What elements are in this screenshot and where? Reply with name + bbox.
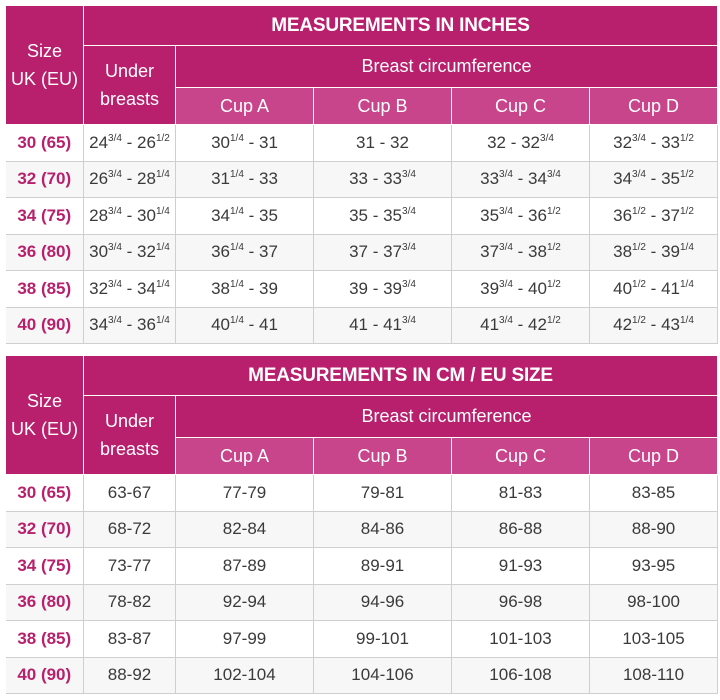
cup-cell: 102-104 <box>176 657 314 694</box>
table-title: MEASUREMENTS IN CM / EU SIZE <box>84 356 718 396</box>
cup-cell <box>176 234 314 271</box>
fraction-range <box>613 279 694 298</box>
size-cell: 40 (90) <box>6 307 84 344</box>
fraction-range <box>613 315 694 334</box>
fraction-range <box>613 242 694 261</box>
cup-a-header: Cup A <box>176 438 314 475</box>
fraction-superscript: 3/4 <box>402 278 416 290</box>
fraction-superscript: 1/2 <box>679 132 694 144</box>
range-separator: - <box>512 278 529 298</box>
fraction-superscript: 1/2 <box>632 205 646 217</box>
under-breasts-cell: 73-77 <box>84 548 176 585</box>
fraction-range <box>211 242 278 261</box>
range-separator: - <box>505 132 522 152</box>
whole-number: 24 <box>89 132 109 152</box>
whole-number: 40 <box>528 278 547 298</box>
range-separator: - <box>121 132 138 152</box>
whole-number: 39 <box>349 278 368 298</box>
whole-number: 26 <box>89 169 109 189</box>
range-separator: - <box>243 315 259 335</box>
fraction-range <box>89 133 170 152</box>
whole-number: 28 <box>89 205 109 225</box>
whole-number: 33 <box>349 169 368 189</box>
fraction-range <box>89 169 170 188</box>
fraction-range <box>349 242 416 261</box>
size-cell: 30 (65) <box>6 475 84 512</box>
whole-number: 37 <box>480 242 500 262</box>
cup-cell <box>590 125 718 162</box>
table-row <box>6 511 718 548</box>
cup-cell: 94-96 <box>314 584 452 621</box>
table-row <box>6 621 718 658</box>
fraction-range <box>211 279 278 298</box>
breast-circumference-header: Breast circumference <box>176 46 718 88</box>
whole-number: 30 <box>137 205 156 225</box>
cup-cell: 79-81 <box>314 475 452 512</box>
table-row <box>6 307 718 344</box>
range-separator: - <box>367 315 384 335</box>
range-separator: - <box>367 278 384 298</box>
fraction-superscript: 1/4 <box>155 315 170 327</box>
cup-cell <box>590 161 718 198</box>
whole-number: 40 <box>211 315 230 335</box>
whole-number: 41 <box>661 278 680 298</box>
fraction-superscript: 1/4 <box>155 205 170 217</box>
whole-number: 32 <box>89 278 109 298</box>
range-separator: - <box>243 132 259 152</box>
range-separator: - <box>121 205 138 225</box>
fraction-superscript: 3/4 <box>402 169 416 181</box>
fraction-superscript: 1/4 <box>155 278 170 290</box>
table-title: MEASUREMENTS IN INCHES <box>84 6 718 46</box>
fraction-range <box>349 169 416 188</box>
whole-number: 32 <box>521 132 541 152</box>
cm-table-body <box>6 475 718 694</box>
fraction-superscript: 1/2 <box>546 242 561 254</box>
range-separator: - <box>367 242 384 262</box>
cup-cell <box>452 125 590 162</box>
fraction-superscript: 3/4 <box>499 315 513 327</box>
cup-cell: 89-91 <box>314 548 452 585</box>
fraction-superscript: 3/4 <box>499 205 513 217</box>
under-breasts-cell: 63-67 <box>84 475 176 512</box>
whole-number: 34 <box>528 169 547 189</box>
whole-number: 31 <box>356 132 375 152</box>
table-row <box>6 198 718 235</box>
under-breasts-cell <box>84 125 176 162</box>
cup-a-header: Cup A <box>176 88 314 125</box>
range-separator: - <box>243 242 259 262</box>
fraction-superscript: 3/4 <box>108 132 122 144</box>
fraction-range <box>349 279 416 298</box>
cup-cell <box>176 198 314 235</box>
table-row <box>6 161 718 198</box>
fraction-range <box>349 206 416 225</box>
table-row <box>6 657 718 694</box>
fraction-range <box>480 279 561 298</box>
cup-cell: 88-90 <box>590 511 718 548</box>
fraction-range <box>89 315 170 334</box>
range-separator: - <box>121 315 138 335</box>
fraction-superscript: 1/2 <box>546 278 561 290</box>
cup-cell <box>314 161 452 198</box>
whole-number: 36 <box>137 315 156 335</box>
under-header-line-2: breasts <box>99 439 160 459</box>
cup-cell: 108-110 <box>590 657 718 694</box>
under-breasts-cell: 68-72 <box>84 511 176 548</box>
range-separator: - <box>243 278 259 298</box>
cup-cell: 103-105 <box>590 621 718 658</box>
cup-d-header: Cup D <box>590 438 718 475</box>
fraction-superscript: 1/4 <box>679 242 694 254</box>
size-header <box>6 356 84 475</box>
fraction-range <box>480 206 561 225</box>
whole-number: 43 <box>661 315 680 335</box>
cup-cell: 83-85 <box>590 475 718 512</box>
inches-table-body <box>6 125 718 344</box>
under-breasts-cell <box>84 307 176 344</box>
fraction-superscript: 1/2 <box>155 132 170 144</box>
size-header-line-1: Size <box>26 41 62 61</box>
inches-size-table <box>5 5 718 344</box>
cup-cell: 92-94 <box>176 584 314 621</box>
cup-cell: 77-79 <box>176 475 314 512</box>
fraction-superscript: 1/4 <box>229 169 244 181</box>
fraction-superscript: 1/4 <box>155 169 170 181</box>
fraction-superscript: 3/4 <box>632 169 646 181</box>
fraction-superscript: 3/4 <box>632 132 646 144</box>
fraction-superscript: 3/4 <box>546 169 561 181</box>
size-cell: 36 (80) <box>6 584 84 621</box>
fraction-superscript: 1/4 <box>229 315 244 327</box>
cup-cell <box>314 234 452 271</box>
size-header <box>6 6 84 125</box>
fraction-range <box>89 206 170 225</box>
size-cell: 36 (80) <box>6 234 84 271</box>
cup-cell: 106-108 <box>452 657 590 694</box>
fraction-superscript: 3/4 <box>499 278 513 290</box>
table-row <box>6 271 718 308</box>
range-separator: - <box>367 169 384 189</box>
under-breasts-cell <box>84 271 176 308</box>
cup-cell: 86-88 <box>452 511 590 548</box>
cup-cell <box>590 234 718 271</box>
fraction-range <box>89 279 170 298</box>
whole-number: 37 <box>259 242 278 262</box>
table-row <box>6 125 718 162</box>
range-separator: - <box>367 205 384 225</box>
fraction-range <box>89 242 170 261</box>
range-separator: - <box>645 315 662 335</box>
fraction-superscript: 1/4 <box>229 242 244 254</box>
cup-cell: 96-98 <box>452 584 590 621</box>
range-separator: - <box>645 132 662 152</box>
cup-c-header: Cup C <box>452 88 590 125</box>
whole-number: 35 <box>383 205 403 225</box>
whole-number: 41 <box>259 315 278 335</box>
size-cell: 32 (70) <box>6 161 84 198</box>
size-header-line-2: UK (EU) <box>11 69 78 89</box>
whole-number: 33 <box>383 169 403 189</box>
fraction-superscript: 1/2 <box>632 278 646 290</box>
range-separator: - <box>645 205 662 225</box>
whole-number: 41 <box>383 315 403 335</box>
cup-cell <box>176 125 314 162</box>
cup-cell <box>452 271 590 308</box>
fraction-range <box>211 206 278 225</box>
fraction-superscript: 3/4 <box>108 169 122 181</box>
fraction-range <box>613 169 694 188</box>
whole-number: 39 <box>383 278 403 298</box>
cup-cell: 82-84 <box>176 511 314 548</box>
cup-cell: 84-86 <box>314 511 452 548</box>
range-separator: - <box>512 242 529 262</box>
cm-size-table <box>5 355 718 694</box>
fraction-superscript: 3/4 <box>540 132 554 144</box>
whole-number: 42 <box>613 315 633 335</box>
under-breasts-cell <box>84 234 176 271</box>
fraction-range <box>211 315 278 334</box>
cup-cell: 97-99 <box>176 621 314 658</box>
fraction-superscript: 3/4 <box>499 169 513 181</box>
size-cell: 38 (85) <box>6 621 84 658</box>
fraction-range <box>480 169 561 188</box>
cup-cell <box>314 125 452 162</box>
whole-number: 38 <box>211 278 230 298</box>
cup-cell <box>176 271 314 308</box>
fraction-superscript: 3/4 <box>402 242 416 254</box>
range-separator: - <box>243 205 259 225</box>
fraction-range <box>480 315 561 334</box>
under-breasts-cell: 83-87 <box>84 621 176 658</box>
fraction-superscript: 1/2 <box>679 205 694 217</box>
whole-number: 41 <box>349 315 368 335</box>
fraction-range <box>613 206 694 225</box>
whole-number: 28 <box>137 169 156 189</box>
whole-number: 26 <box>137 132 156 152</box>
fraction-range <box>480 242 561 261</box>
cup-cell: 91-93 <box>452 548 590 585</box>
whole-number: 36 <box>528 205 547 225</box>
whole-number: 40 <box>613 278 633 298</box>
size-header-line-2: UK (EU) <box>11 419 78 439</box>
fraction-superscript: 1/2 <box>632 242 646 254</box>
table-row <box>6 584 718 621</box>
whole-number: 41 <box>480 315 500 335</box>
under-breasts-cell: 78-82 <box>84 584 176 621</box>
whole-number: 37 <box>661 205 680 225</box>
cup-cell <box>176 307 314 344</box>
range-separator: - <box>645 169 662 189</box>
fraction-range <box>349 315 416 334</box>
cup-cell <box>176 161 314 198</box>
fraction-superscript: 3/4 <box>402 205 416 217</box>
fraction-superscript: 1/4 <box>229 205 244 217</box>
range-separator: - <box>512 169 529 189</box>
whole-number: 35 <box>480 205 500 225</box>
range-separator: - <box>243 169 259 189</box>
whole-number: 33 <box>259 169 278 189</box>
fraction-superscript: 1/2 <box>679 169 694 181</box>
under-breasts-cell <box>84 161 176 198</box>
fraction-superscript: 1/4 <box>679 315 694 327</box>
cup-cell <box>452 307 590 344</box>
cup-cell: 104-106 <box>314 657 452 694</box>
size-cell: 34 (75) <box>6 548 84 585</box>
whole-number: 37 <box>349 242 368 262</box>
under-header-line-1: Under <box>104 411 155 431</box>
under-breasts-header <box>84 46 176 125</box>
cup-cell <box>314 307 452 344</box>
whole-number: 35 <box>349 205 368 225</box>
cup-cell: 98-100 <box>590 584 718 621</box>
breast-circumference-header: Breast circumference <box>176 396 718 438</box>
fraction-range <box>211 169 278 188</box>
whole-number: 33 <box>661 132 680 152</box>
whole-number: 32 <box>137 242 156 262</box>
whole-number: 31 <box>211 169 230 189</box>
whole-number: 35 <box>661 169 680 189</box>
range-separator: - <box>645 242 662 262</box>
under-breasts-header <box>84 396 176 475</box>
fraction-superscript: 1/4 <box>155 242 170 254</box>
cup-cell: 93-95 <box>590 548 718 585</box>
range-separator: - <box>121 169 138 189</box>
fraction-superscript: 3/4 <box>108 242 122 254</box>
range-separator: - <box>121 278 138 298</box>
fraction-superscript: 3/4 <box>108 315 122 327</box>
cup-cell: 99-101 <box>314 621 452 658</box>
fraction-superscript: 1/2 <box>546 205 561 217</box>
whole-number: 38 <box>613 242 633 262</box>
fraction-superscript: 1/4 <box>679 278 694 290</box>
fraction-superscript: 3/4 <box>108 205 122 217</box>
cup-cell: 87-89 <box>176 548 314 585</box>
under-breasts-cell: 88-92 <box>84 657 176 694</box>
range-separator: - <box>374 132 391 152</box>
cup-cell: 81-83 <box>452 475 590 512</box>
under-breasts-cell <box>84 198 176 235</box>
size-cell: 40 (90) <box>6 657 84 694</box>
cup-b-header: Cup B <box>314 438 452 475</box>
whole-number: 36 <box>211 242 230 262</box>
cup-cell <box>452 234 590 271</box>
whole-number: 34 <box>211 205 230 225</box>
cup-cell <box>452 161 590 198</box>
whole-number: 38 <box>528 242 547 262</box>
fraction-superscript: 3/4 <box>499 242 513 254</box>
cup-d-header: Cup D <box>590 88 718 125</box>
cup-cell <box>314 198 452 235</box>
cup-cell <box>590 307 718 344</box>
fraction-range <box>487 133 554 152</box>
under-header-line-2: breasts <box>99 89 160 109</box>
whole-number: 32 <box>613 132 633 152</box>
fraction-superscript: 3/4 <box>402 315 416 327</box>
under-header-line-1: Under <box>104 61 155 81</box>
range-separator: - <box>645 278 662 298</box>
table-row <box>6 475 718 512</box>
whole-number: 34 <box>613 169 633 189</box>
whole-number: 39 <box>259 278 278 298</box>
cup-cell <box>590 271 718 308</box>
fraction-superscript: 1/2 <box>546 315 561 327</box>
fraction-range <box>356 133 409 152</box>
size-cell: 38 (85) <box>6 271 84 308</box>
size-header-line-1: Size <box>26 391 62 411</box>
table-row <box>6 234 718 271</box>
whole-number: 31 <box>259 132 278 152</box>
whole-number: 42 <box>528 315 547 335</box>
whole-number: 32 <box>487 132 506 152</box>
fraction-range <box>211 133 278 152</box>
cup-cell: 101-103 <box>452 621 590 658</box>
table-row <box>6 548 718 585</box>
whole-number: 30 <box>211 132 230 152</box>
whole-number: 39 <box>480 278 500 298</box>
fraction-superscript: 1/2 <box>632 315 646 327</box>
size-cell: 30 (65) <box>6 125 84 162</box>
size-cell: 32 (70) <box>6 511 84 548</box>
cup-cell <box>452 198 590 235</box>
range-separator: - <box>512 205 529 225</box>
cup-b-header: Cup B <box>314 88 452 125</box>
whole-number: 37 <box>383 242 403 262</box>
cup-cell <box>314 271 452 308</box>
whole-number: 33 <box>480 169 500 189</box>
size-cell: 34 (75) <box>6 198 84 235</box>
fraction-range <box>613 133 694 152</box>
whole-number: 30 <box>89 242 109 262</box>
range-separator: - <box>121 242 138 262</box>
range-separator: - <box>512 315 529 335</box>
whole-number: 34 <box>89 315 109 335</box>
fraction-superscript: 1/4 <box>229 132 244 144</box>
whole-number: 35 <box>259 205 278 225</box>
cup-cell <box>590 198 718 235</box>
whole-number: 39 <box>661 242 680 262</box>
fraction-superscript: 3/4 <box>108 278 122 290</box>
fraction-superscript: 1/4 <box>229 278 244 290</box>
whole-number: 32 <box>390 132 409 152</box>
whole-number: 36 <box>613 205 633 225</box>
cup-c-header: Cup C <box>452 438 590 475</box>
whole-number: 34 <box>137 278 156 298</box>
